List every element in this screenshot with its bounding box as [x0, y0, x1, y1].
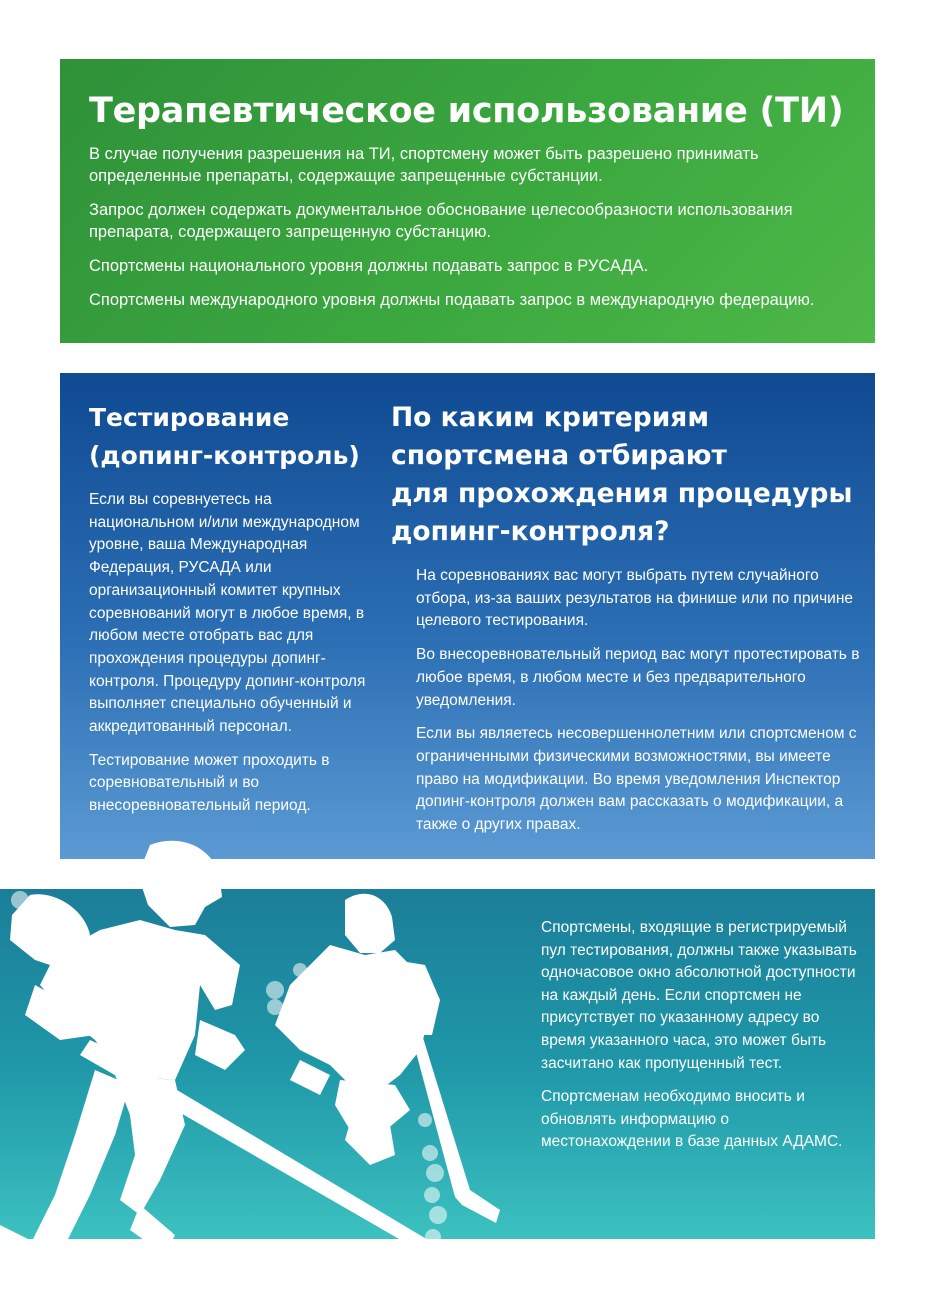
testing-paragraph: Если вы соревнуетесь на национальном и/или международном уровне, ваша Международная Федерация, РУСАДА или организационный комитет крупных соревнований могут в любое время, в любом месте отобрать вас для прохождения процедуры допинг-контроля. Процедуру допинг-контроля выполняет специально обученный и аккредитованный персонал. [89, 491, 366, 736]
criteria-title-line: для прохождения процедуры [391, 478, 853, 509]
tue-paragraph: Запрос должен содержать документальное обоснование целесообразности использования препарата, содержащего запрещенную субстанцию. [89, 201, 793, 241]
criteria-title-line: допинг-контроля? [391, 516, 670, 547]
criteria-paragraph: Если вы являетесь несовершеннолетним или спортсменом с ограниченными физическими возможностями, вы имеете право на модификации. Во время уведомления Инспектор допинг-контроля должен вам рассказать о модификации, а также о других правах. [416, 725, 857, 834]
tue-paragraph: Спортсмены международного уровня должны подавать запрос в международную федерацию. [89, 291, 815, 309]
testing-column [89, 399, 369, 829]
criteria-title-line: По каким критериям [391, 402, 709, 433]
criteria-paragraph: На соревнованиях вас могут выбрать путем случайного отбора, из-за ваших результатов на финише или по причине целевого тестирования. [416, 567, 854, 630]
testing-title [89, 399, 369, 475]
criteria-title [391, 399, 861, 551]
hockey-player-icon [0, 841, 525, 1290]
testing-section [60, 373, 875, 859]
whereabouts-paragraph: Спортсменам необходимо вносить и обновлять информацию о местонахождении в базе данных АДАМС. [541, 1088, 843, 1151]
criteria-title-line: спортсмена отбирают [391, 440, 727, 471]
criteria-column [391, 399, 861, 848]
tue-paragraph: Спортсмены национального уровня должны подавать запрос в РУСАДА. [89, 257, 649, 275]
testing-title-line: Тестирование [89, 403, 290, 432]
tue-paragraph: В случае получения разрешения на ТИ, спортсмену может быть разрешено принимать определенные препараты, содержащие запрещенные субстанции. [89, 145, 759, 185]
testing-title-line: (допинг-контроль) [89, 441, 360, 470]
criteria-paragraph: Во внесоревновательный период вас могут протестировать в любое время, в любом месте и без предварительного уведомления. [416, 646, 860, 709]
testing-paragraph: Тестирование может проходить в соревновательный и во внесоревновательный период. [89, 751, 330, 815]
tue-section [60, 59, 875, 343]
hockey-players-illustration [0, 835, 530, 1300]
whereabouts-paragraph: Спортсмены, входящие в регистрируемый пул тестирования, должны также указывать одночасовое окно абсолютной доступности на каждый день. Если спортсмен не присутствует по указанному адресу во время указанного часа, это может быть засчитано как пропущенный тест. [541, 919, 857, 1072]
tue-title: Терапевтическое использование (ТИ) [89, 91, 844, 131]
whereabouts-text [541, 917, 861, 1165]
